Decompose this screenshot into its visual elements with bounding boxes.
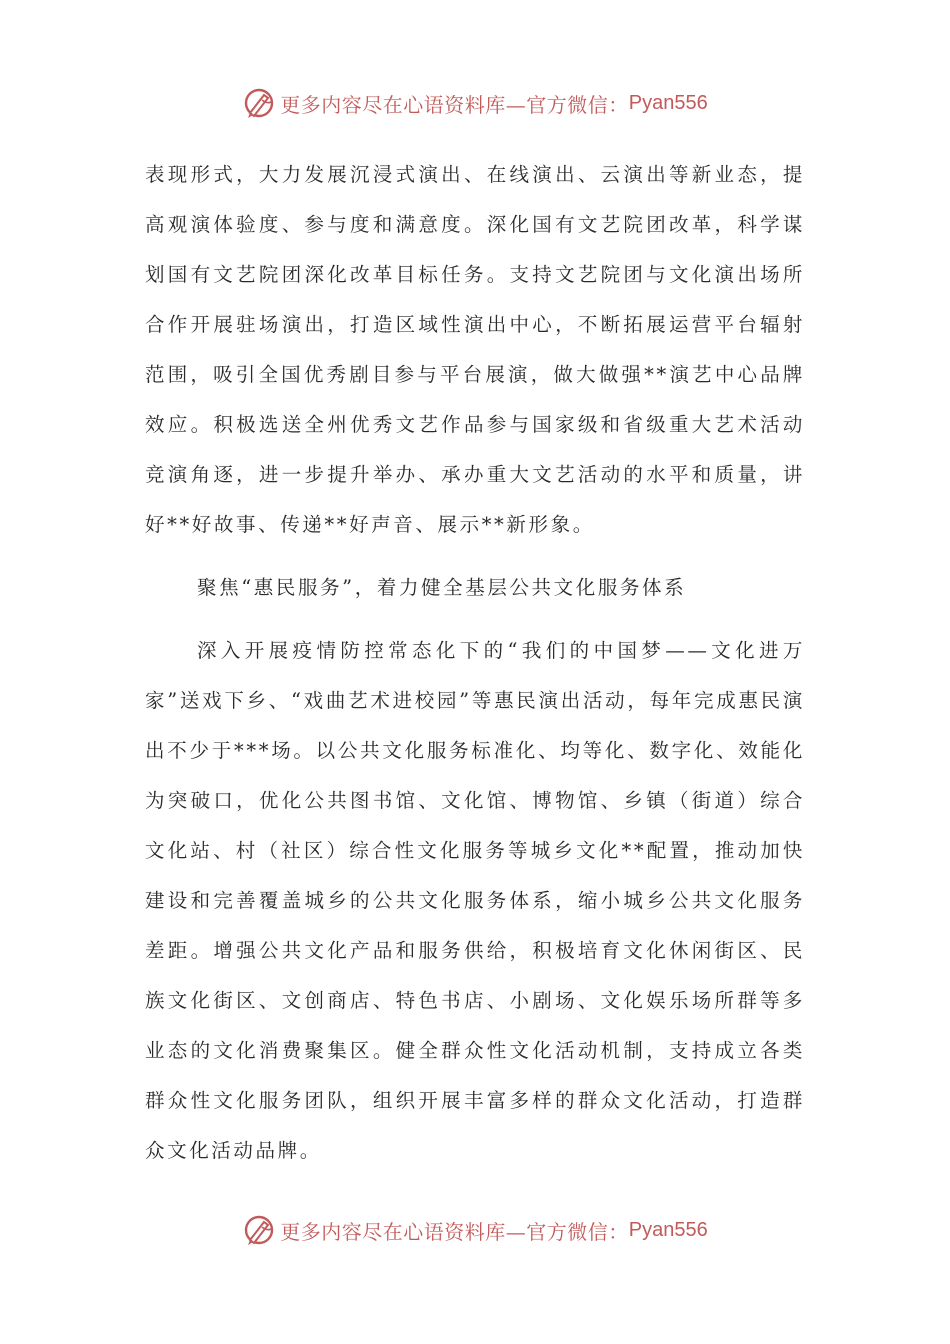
paragraph-1: 表现形式，大力发展沉浸式演出、在线演出、云演出等新业态，提高观演体验度、参与度和满意度。深化国有文艺院团改革，科学谋划国有文艺院团深化改革目标任务。支持文艺院团与文化演出场所合作开展驻场演出，打造区域性演出中心，不断拓展运营平台辐射范围，吸引全国优秀剧目参与平台展演，做大做强**演艺中心品牌效应。积极选送全州优秀文艺作品参与国家级和省级重大艺术活动竞演角逐，进一步提升举办、承办重大文艺活动的水平和质量，讲好**好故事、传递**好声音、展示**新形象。	[145, 163, 805, 536]
section-heading: 聚焦“惠民服务”，着力健全基层公共文化服务体系	[197, 576, 687, 599]
watermark-text: 更多内容尽在心语资料库—官方微信：	[280, 1219, 629, 1244]
document-body	[145, 150, 805, 1176]
header-watermark	[0, 83, 950, 123]
footer-watermark	[0, 1210, 950, 1250]
watermark-wechat-id: Pyan556	[628, 91, 708, 114]
pen-logo-icon	[242, 1213, 276, 1247]
pen-logo-icon	[242, 86, 276, 120]
watermark-text: 更多内容尽在心语资料库—官方微信：	[280, 92, 629, 117]
paragraph-2: 深入开展疫情防控常态化下的“我们的中国梦——文化进万家”送戏下乡、“戏曲艺术进校园”等惠民演出活动，每年完成惠民演出不少于***场。以公共文化服务标准化、均等化、数字化、效能化为突破口，优化公共图书馆、文化馆、博物馆、乡镇（街道）综合文化站、村（社区）综合性文化服务等城乡文化**配置，推动加快建设和完善覆盖城乡的公共文化服务体系，缩小城乡公共文化服务差距。增强公共文化产品和服务供给，积极培育文化休闲街区、民族文化街区、文创商店、特色书店、小剧场、文化娱乐场所群等多业态的文化消费聚集区。健全群众性文化活动机制，支持成立各类群众性文化服务团队，组织开展丰富多样的群众文化活动，打造群众文化活动品牌。	[145, 639, 805, 1162]
watermark-wechat-id: Pyan556	[628, 1218, 708, 1241]
